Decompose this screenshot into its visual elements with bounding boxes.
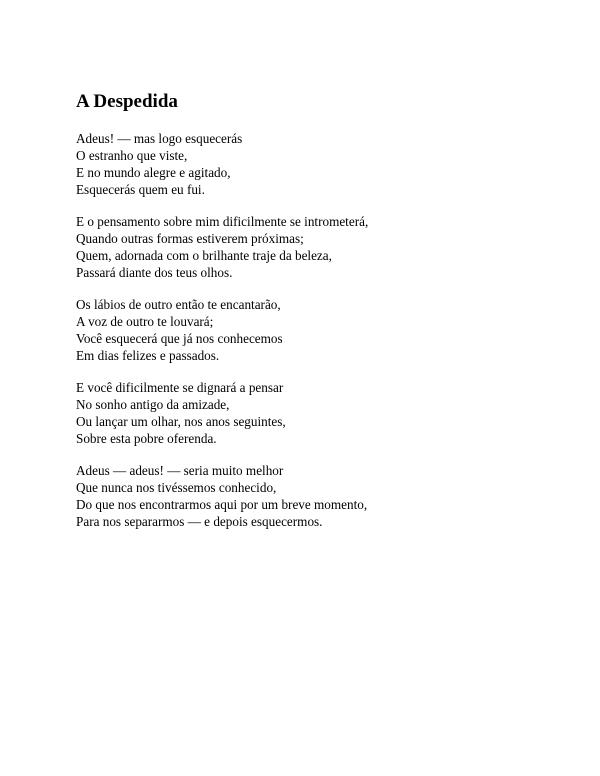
poem-line: Quando outras formas estiverem próximas;: [76, 231, 304, 246]
poem-title: A Despedida: [76, 91, 178, 112]
poem-line: E no mundo alegre e agitado,: [76, 165, 231, 180]
poem-line: Sobre esta pobre oferenda.: [76, 431, 217, 446]
poem-line: O estranho que viste,: [76, 148, 188, 163]
stanza-5: [76, 462, 600, 530]
poem-line: E você dificilmente se dignará a pensar: [76, 380, 284, 395]
poem-line: Que nunca nos tivéssemos conhecido,: [76, 480, 277, 495]
poem-line: Do que nos encontrarmos aqui por um breve momento,: [76, 497, 368, 512]
poem-line: Em dias felizes e passados.: [76, 348, 220, 363]
poem-line: Esquecerás quem eu fui.: [76, 182, 205, 197]
poem-line: Adeus — adeus! — seria muito melhor: [76, 463, 284, 478]
poem-line: E o pensamento sobre mim dificilmente se intrometerá,: [76, 214, 369, 229]
poem-line: Ou lançar um olhar, nos anos seguintes,: [76, 414, 286, 429]
poem-line: Você esquecerá que já nos conhecemos: [76, 331, 283, 346]
poem-line: Adeus! — mas logo esquecerás: [76, 131, 243, 146]
stanza-2: [76, 213, 600, 281]
stanza-3: [76, 296, 600, 364]
poem-line: Os lábios de outro então te encantarão,: [76, 297, 281, 312]
poem-line: No sonho antigo da amizade,: [76, 397, 230, 412]
poem-line: Para nos separarmos — e depois esquecermos.: [76, 514, 323, 529]
poem-line: Quem, adornada com o brilhante traje da beleza,: [76, 248, 332, 263]
stanza-1: [76, 130, 600, 198]
poem-line: Passará diante dos teus olhos.: [76, 265, 233, 280]
stanza-4: [76, 379, 600, 447]
poem-line: A voz de outro te louvará;: [76, 314, 214, 329]
